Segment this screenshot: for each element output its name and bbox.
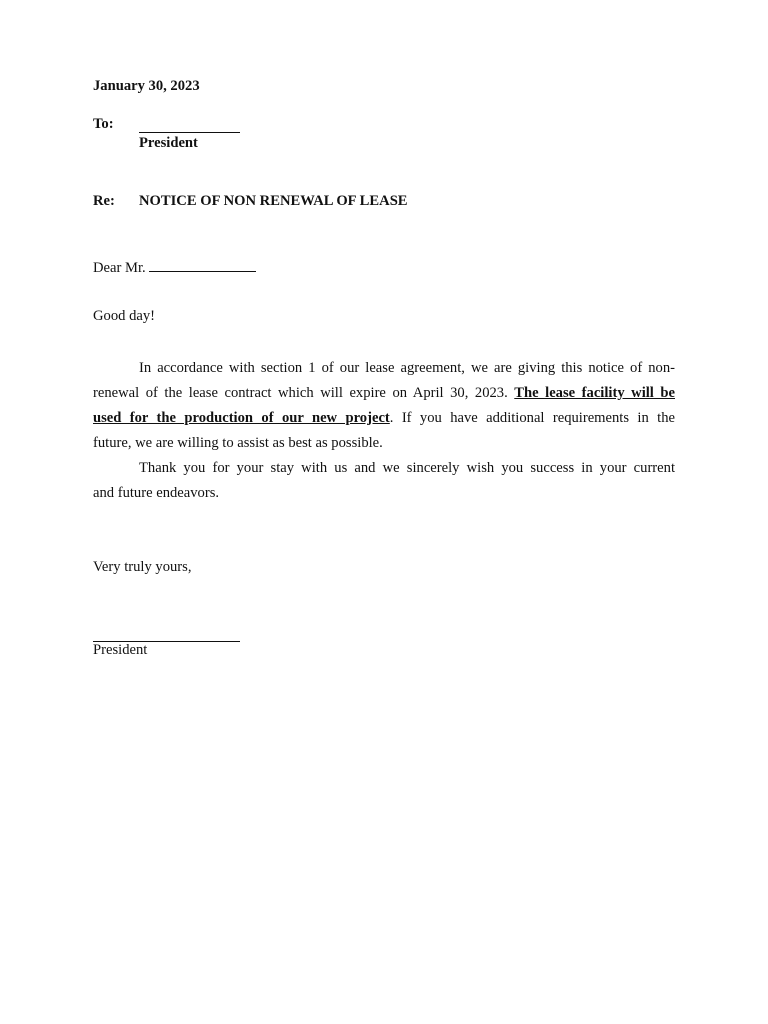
paragraph-1-line-2 [93,381,675,406]
paragraph-1-line-1: In accordance with section 1 of our lease agreement, we are giving this notice of non- [139,360,675,376]
paragraph-1-line-3 [93,406,675,431]
paragraph-2-line-2: and future endeavors. [93,485,220,501]
paragraph-2-line-1: Thank you for your stay with us and we sincerely wish you success in your current [139,460,675,476]
paragraph-1-line-4: future, we are willing to assist as best as possible. [93,435,383,451]
closing: Very truly yours, [93,559,192,575]
salutation [93,257,256,277]
paragraph-1-line-3-text: . If you have additional requirements in the [389,410,675,426]
recipient-title: President [139,135,198,151]
greeting: Good day! [93,308,156,324]
to-label: To: [93,116,114,132]
salutation-text: Dear Mr. [93,260,146,276]
recipient-name-blank [139,116,240,133]
paragraph-1-line-2-text: renewal of the lease contract which will expire on April 30, 2023. [93,385,508,401]
signature-title: President [93,642,148,658]
re-label: Re: [93,193,115,209]
letter-body [93,356,675,506]
letter-page [93,0,675,1024]
emphasis-text-part-1: The lease facility will be [514,385,675,401]
salutation-name-blank [149,257,256,272]
signature-line [93,627,240,642]
subject-line: NOTICE OF NON RENEWAL OF LEASE [139,193,408,209]
emphasis-text-part-2: used for the production of our new project [93,410,390,426]
letter-date: January 30, 2023 [93,78,200,94]
